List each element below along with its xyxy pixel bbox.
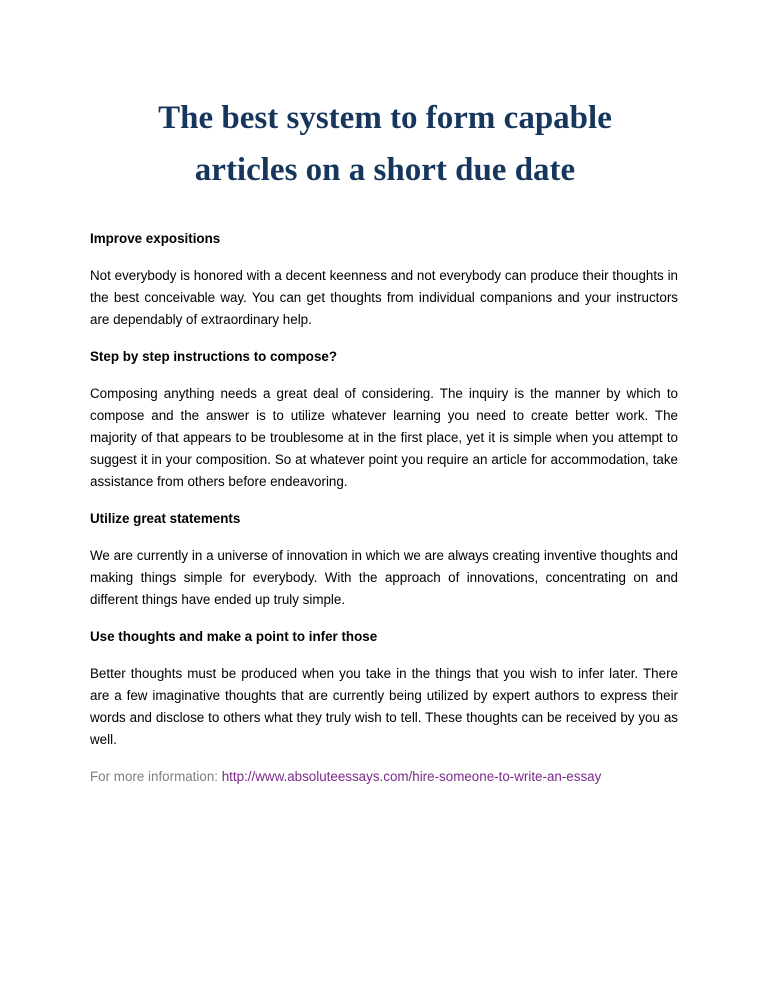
section-paragraph-improve-expositions: Not everybody is honored with a decent keenness and not everybody can produce their thoughts in the best conceivable way. You can get thoughts from individual companions and your instructors are dependably of extraordinary help. [90,268,678,327]
page-title-line-2: articles on a short due date [194,152,576,188]
section-paragraph-use-thoughts: Better thoughts must be produced when you take in the things that you wish to infer later. There are a few imaginative thoughts that are currently being utilized by expert authors to express their words and disclose to others what they truly wish to tell. These thoughts can be received by you as well. [90,666,678,747]
section-heading-utilize-statements: Utilize great statements [90,511,241,526]
section-paragraph-step-by-step: Composing anything needs a great deal of considering. The inquiry is the manner by which to compose and the answer is to utilize whatever learning you need to create better work. The majority of that appears to be troublesome at in the first place, yet it is simple when you attempt to suggest it in your composition. So at whatever point you require an article for accommodation, take assistance from others before endeavoring. [90,386,678,489]
section-heading-use-thoughts: Use thoughts and make a point to infer those [90,629,378,644]
more-information-link[interactable]: http://www.absoluteessays.com/hire-someone-to-write-an-essay [221,769,602,784]
section-heading-step-by-step: Step by step instructions to compose? [90,349,338,364]
page-title-line-1: The best system to form capable [158,100,612,136]
section-paragraph-utilize-statements: We are currently in a universe of innovation in which we are always creating inventive thoughts and making things simple for everybody. With the approach of innovations, concentrating on and different things have ended up truly simple. [90,548,678,607]
more-information-label: For more information: [90,769,218,784]
section-heading-improve-expositions: Improve expositions [90,231,221,246]
document-body [90,228,678,788]
more-information-line [90,766,678,788]
page-title [90,92,680,196]
